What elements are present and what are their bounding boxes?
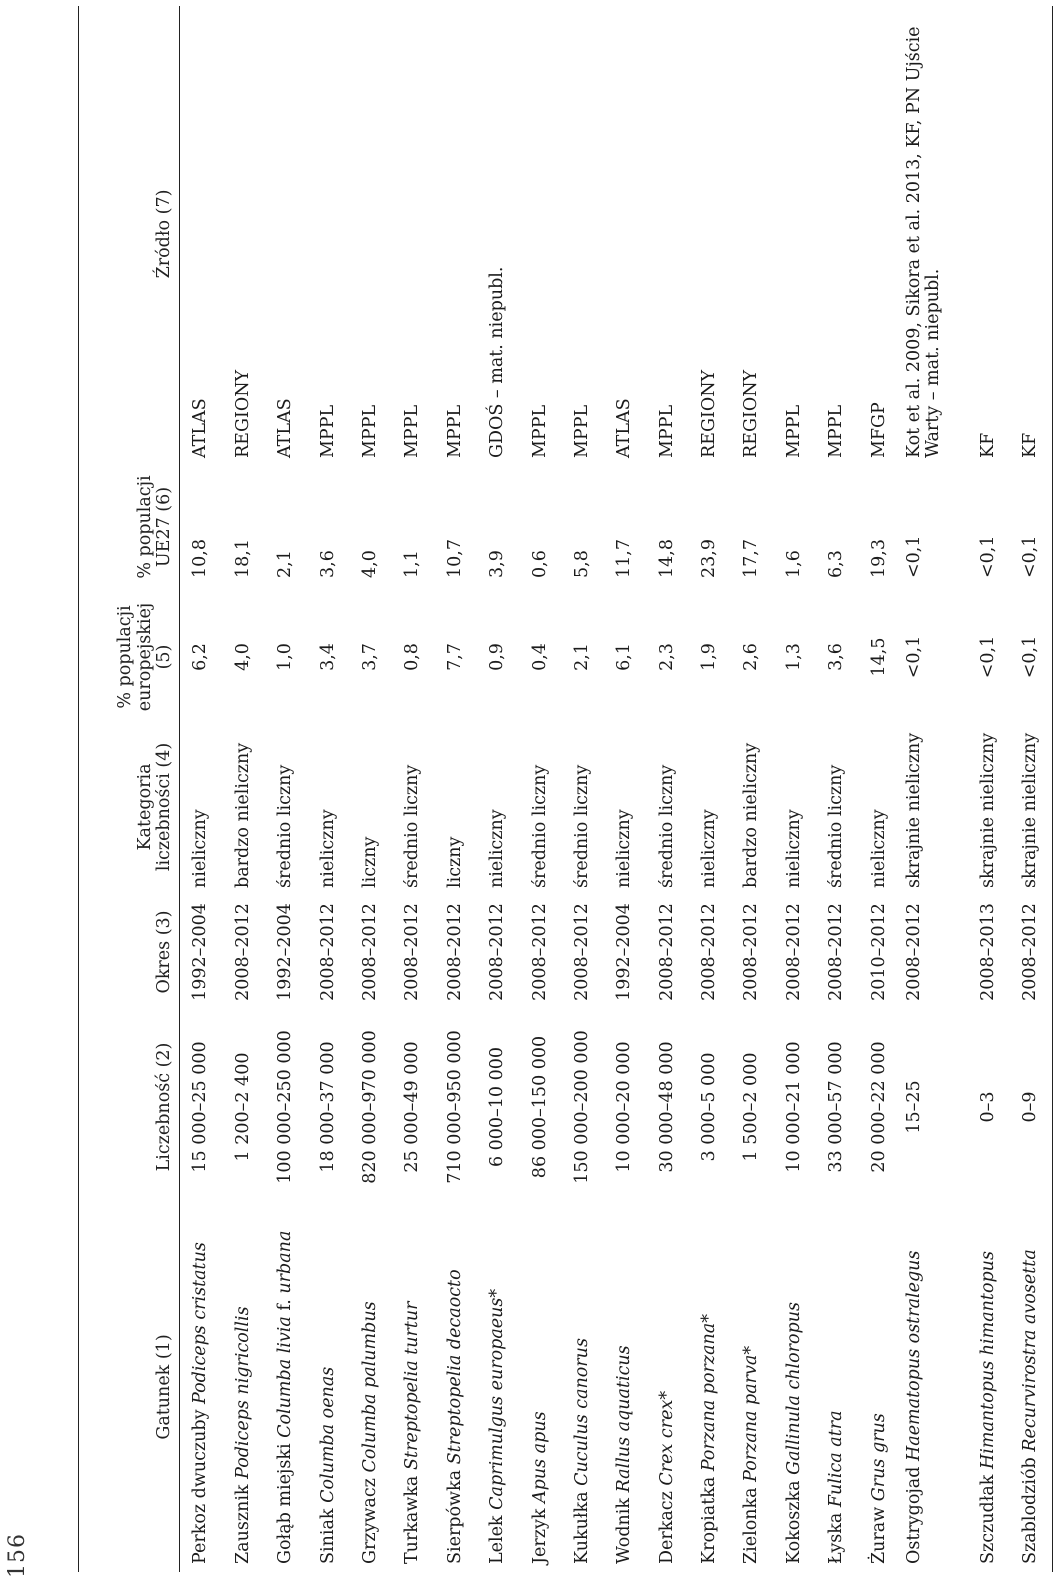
table-row xyxy=(689,6,731,1572)
source-cell: ATLAS xyxy=(275,398,296,458)
count-cell: 1 200–2 400 xyxy=(232,1052,253,1162)
pct-eu27-cell: <0,1 xyxy=(903,535,924,578)
count-cell: 15 000–25 000 xyxy=(190,1041,211,1173)
category-cell: bardzo nieliczny xyxy=(232,742,253,888)
common-name: Kokoszka xyxy=(783,1480,804,1564)
footnote-mark: * xyxy=(699,1314,720,1323)
category-cell: nieliczny xyxy=(190,809,211,888)
category-cell: skrajnie nieliczny xyxy=(903,732,924,888)
source-cell: MPPL xyxy=(359,404,380,458)
category-cell: średnio liczny xyxy=(571,764,592,888)
scientific-name: Grus grus xyxy=(868,1413,889,1502)
source-cell: REGIONY xyxy=(232,369,253,458)
pct-europe-cell: 4,0 xyxy=(232,643,253,671)
source-cell: ATLAS xyxy=(190,398,211,458)
species-name-cell xyxy=(816,1202,858,1572)
source-cell: ATLAS xyxy=(614,398,635,458)
pct-eu27-cell: 10,7 xyxy=(444,539,465,578)
footnote-mark: * xyxy=(741,1345,762,1355)
common-name: Zausznik xyxy=(232,1484,253,1564)
pct-eu27-cell: 3,6 xyxy=(317,550,338,578)
period-cell: 2010–2012 xyxy=(868,903,889,1001)
pct-europe-cell: 6,1 xyxy=(614,643,635,671)
category-cell: skrajnie nieliczny xyxy=(1010,722,1053,892)
category-cell: średnio liczny xyxy=(529,764,550,888)
category-cell: skrajnie nieliczny xyxy=(978,732,999,888)
period-cell: 2008–2012 xyxy=(444,903,465,1001)
count-cell: 820 000–970 000 xyxy=(359,1030,380,1184)
pct-eu27-cell: 23,9 xyxy=(699,539,720,578)
period-cell: 2008–2012 xyxy=(656,903,677,1001)
source-cell: REGIONY xyxy=(741,369,762,458)
header-pct-eu27: % populacji UE27 (6) xyxy=(79,462,180,592)
period-cell: 1992–2004 xyxy=(275,903,296,1001)
pct-eu27-cell: 5,8 xyxy=(571,550,592,578)
scientific-name: Porzana porzana xyxy=(699,1322,720,1472)
pct-eu27-cell: 0,6 xyxy=(529,550,550,578)
species-name-cell xyxy=(901,1202,968,1572)
species-name-cell xyxy=(968,1202,1010,1572)
scientific-name-form: urbana xyxy=(275,1230,296,1294)
table-row xyxy=(392,6,434,1572)
category-cell: nieliczny xyxy=(487,809,508,888)
count-cell: 0–9 xyxy=(1010,1012,1053,1202)
header-count: Liczebność (2) xyxy=(79,1012,180,1202)
pct-europe-cell: 6,2 xyxy=(190,643,211,671)
common-name: Ostrygojad xyxy=(903,1466,924,1564)
pct-europe-cell: 3,6 xyxy=(826,643,847,671)
source-cell: Kot et al. 2009, Sikora et al. 2013, KF, PN Ujście Warty – mat. niepubl. xyxy=(903,26,944,458)
common-name: Kropiatka xyxy=(699,1476,720,1564)
category-cell: liczny xyxy=(359,836,380,888)
common-name: Żuraw xyxy=(868,1506,889,1564)
scientific-name: Gallinula chloropus xyxy=(783,1301,804,1475)
source-cell: MFGP xyxy=(868,402,889,458)
pct-eu27-cell: 1,1 xyxy=(402,550,423,578)
header-period: Okres (3) xyxy=(79,892,180,1012)
species-name-cell xyxy=(180,1202,223,1572)
pct-europe-cell: <0,1 xyxy=(1010,592,1053,722)
count-cell: 100 000–250 000 xyxy=(275,1030,296,1184)
source-cell: GDOŚ – mat. niepubl. xyxy=(487,266,508,458)
common-name: Siniak xyxy=(317,1508,338,1564)
pct-eu27-cell: 11,7 xyxy=(614,539,635,578)
count-cell: 150 000–200 000 xyxy=(571,1030,592,1184)
pct-eu27-cell: 4,0 xyxy=(359,550,380,578)
source-cell: MPPL xyxy=(571,404,592,458)
count-cell: 86 000–150 000 xyxy=(529,1035,550,1179)
source-cell: MPPL xyxy=(656,404,677,458)
common-name: Turkawka xyxy=(402,1475,423,1564)
pct-europe-cell: 3,4 xyxy=(317,643,338,671)
period-cell: 2008–2013 xyxy=(978,903,999,1001)
species-name-cell xyxy=(307,1202,349,1572)
period-cell: 2008–2012 xyxy=(232,903,253,1001)
species-name-cell xyxy=(222,1202,264,1572)
table-row xyxy=(265,6,307,1572)
count-cell: 15–25 xyxy=(903,1080,924,1134)
category-cell: nieliczny xyxy=(868,809,889,888)
source-cell: MPPL xyxy=(444,404,465,458)
period-cell: 2008–2012 xyxy=(1010,892,1053,1012)
header-species: Gatunek (1) xyxy=(79,1202,180,1572)
category-cell: nieliczny xyxy=(699,809,720,888)
table-row xyxy=(562,6,604,1572)
scientific-name: Caprimulgus europaeus xyxy=(487,1297,508,1510)
scientific-name: Podiceps cristatus xyxy=(190,1242,211,1404)
scientific-name: Himantopus himantopus xyxy=(978,1251,999,1469)
table-row xyxy=(858,6,900,1572)
period-cell: 2008–2012 xyxy=(317,903,338,1001)
pct-eu27-cell: <0,1 xyxy=(1010,462,1053,592)
count-cell: 20 000–22 000 xyxy=(868,1041,889,1173)
species-name-cell xyxy=(519,1202,561,1572)
pct-europe-cell: 2,3 xyxy=(656,643,677,671)
table-row xyxy=(968,6,1010,1572)
species-name-cell xyxy=(858,1202,900,1572)
table-row xyxy=(816,6,858,1572)
name-qualifier: f. xyxy=(275,1299,296,1311)
count-cell: 25 000–49 000 xyxy=(402,1041,423,1173)
period-cell: 2008–2012 xyxy=(571,903,592,1001)
pct-eu27-cell: 17,7 xyxy=(741,539,762,578)
source-cell: MPPL xyxy=(826,404,847,458)
common-name: Szczudłak xyxy=(978,1474,999,1564)
pct-europe-cell: 2,6 xyxy=(741,643,762,671)
species-name-cell xyxy=(731,1202,773,1572)
count-cell: 10 000–20 000 xyxy=(614,1041,635,1173)
footnote-mark: * xyxy=(487,1288,508,1298)
table-row xyxy=(773,6,815,1572)
period-cell: 2008–2012 xyxy=(402,903,423,1001)
pct-europe-cell: 1,0 xyxy=(275,643,296,671)
pct-europe-cell: 1,3 xyxy=(783,643,804,671)
period-cell: 2008–2012 xyxy=(487,903,508,1001)
pct-europe-cell: 0,9 xyxy=(487,643,508,671)
count-cell: 3 000–5 000 xyxy=(699,1052,720,1162)
table-row xyxy=(604,6,646,1572)
source-cell: REGIONY xyxy=(699,369,720,458)
common-name: Grzywacz xyxy=(359,1478,380,1564)
count-cell: 30 000–48 000 xyxy=(656,1041,677,1173)
category-cell: liczny xyxy=(444,836,465,888)
species-name-cell xyxy=(562,1202,604,1572)
count-cell: 10 000–21 000 xyxy=(783,1041,804,1173)
common-name: Szablodziób xyxy=(1020,1457,1041,1564)
count-cell: 710 000–950 000 xyxy=(444,1030,465,1184)
table-row xyxy=(434,6,476,1572)
count-cell: 18 000–37 000 xyxy=(317,1041,338,1173)
scientific-name: Haematopus ostralegus xyxy=(903,1250,924,1461)
common-name: Jerzyk xyxy=(529,1508,550,1564)
scientific-name: Crex crex xyxy=(656,1399,677,1486)
source-cell: MPPL xyxy=(402,404,423,458)
species-name-cell xyxy=(265,1202,307,1572)
pct-europe-cell: <0,1 xyxy=(903,635,924,679)
period-cell: 2008–2012 xyxy=(741,903,762,1001)
footnote-mark: * xyxy=(656,1390,677,1400)
common-name: Perkoz dwuczuby xyxy=(190,1409,211,1564)
count-cell: 6 000–10 000 xyxy=(487,1046,508,1168)
species-name-cell xyxy=(350,1202,392,1572)
period-cell: 2008–2012 xyxy=(826,903,847,1001)
category-cell: średnio liczny xyxy=(656,764,677,888)
page-number: 156 xyxy=(5,1533,30,1578)
table-row xyxy=(307,6,349,1572)
scientific-name: Apus apus xyxy=(529,1411,550,1503)
source-cell: KF xyxy=(1010,6,1053,462)
scientific-name: Podiceps nigricollis xyxy=(232,1306,253,1479)
table-row xyxy=(180,6,223,1572)
pct-europe-cell: 0,4 xyxy=(529,643,550,671)
table-row xyxy=(646,6,688,1572)
pct-eu27-cell: 6,3 xyxy=(826,550,847,578)
pct-europe-cell: 1,9 xyxy=(699,643,720,671)
species-name-cell xyxy=(604,1202,646,1572)
category-cell: nieliczny xyxy=(317,809,338,888)
common-name: Kukułka xyxy=(571,1491,592,1564)
category-cell: bardzo nieliczny xyxy=(741,742,762,888)
table-body xyxy=(180,6,1053,1572)
scientific-name: Recurvirostra avosetta xyxy=(1020,1249,1041,1452)
table-row xyxy=(731,6,773,1572)
count-cell: 33 000–57 000 xyxy=(826,1041,847,1173)
table-header-row xyxy=(79,6,180,1572)
pct-eu27-cell: <0,1 xyxy=(978,535,999,578)
header-category: Kategoria liczebności (4) xyxy=(79,722,180,892)
common-name: Łyska xyxy=(826,1512,847,1564)
scientific-name: Fulica atra xyxy=(826,1410,847,1508)
count-cell: 1 500–2 000 xyxy=(741,1052,762,1162)
pct-europe-cell: 3,7 xyxy=(359,643,380,671)
species-name-cell xyxy=(477,1202,519,1572)
pct-eu27-cell: 10,8 xyxy=(190,539,211,578)
scientific-name: Columba livia xyxy=(275,1316,296,1438)
species-name-cell xyxy=(646,1202,688,1572)
pct-europe-cell: 0,8 xyxy=(402,643,423,671)
category-cell: nieliczny xyxy=(783,809,804,888)
species-name-cell xyxy=(773,1202,815,1572)
species-name-cell xyxy=(392,1202,434,1572)
category-cell: nieliczny xyxy=(614,809,635,888)
pct-eu27-cell: 2,1 xyxy=(275,550,296,578)
scientific-name: Cuculus canorus xyxy=(571,1338,592,1486)
scientific-name: Porzana parva xyxy=(741,1354,762,1482)
header-pct-europe: % populacji europejskiej (5) xyxy=(79,592,180,722)
period-cell: 2008–2012 xyxy=(783,903,804,1001)
common-name: Zielonka xyxy=(741,1487,762,1564)
common-name: Wodnik xyxy=(614,1497,635,1564)
common-name: Sierpówka xyxy=(444,1469,465,1564)
species-name-cell xyxy=(689,1202,731,1572)
pct-eu27-cell: 1,6 xyxy=(783,550,804,578)
pct-eu27-cell: 19,3 xyxy=(868,539,889,578)
scientific-name: Streptopelia turtur xyxy=(402,1301,423,1471)
pct-eu27-cell: 3,9 xyxy=(487,550,508,578)
species-name-cell xyxy=(1010,1202,1053,1572)
source-cell: MPPL xyxy=(529,404,550,458)
pct-europe-cell: 14,5 xyxy=(868,637,889,677)
category-cell: średnio liczny xyxy=(275,764,296,888)
scientific-name: Columba oenas xyxy=(317,1366,338,1503)
period-cell: 2008–2012 xyxy=(699,903,720,1001)
period-cell: 2008–2012 xyxy=(359,903,380,1001)
category-cell: średnio liczny xyxy=(402,764,423,888)
period-cell: 1992–2004 xyxy=(614,903,635,1001)
pct-europe-cell: 2,1 xyxy=(571,643,592,671)
period-cell: 1992–2004 xyxy=(190,903,211,1001)
table-row xyxy=(477,6,519,1572)
period-cell: 2008–2012 xyxy=(903,903,924,1001)
source-cell: MPPL xyxy=(317,404,338,458)
pct-europe-cell: 7,7 xyxy=(444,643,465,671)
period-cell: 2008–2012 xyxy=(529,903,550,1001)
common-name: Lelek xyxy=(487,1515,508,1564)
table-row xyxy=(350,6,392,1572)
common-name: Derkacz xyxy=(656,1491,677,1564)
category-cell: średnio liczny xyxy=(826,764,847,888)
pct-eu27-cell: 18,1 xyxy=(232,539,253,578)
species-table xyxy=(78,6,1053,1572)
source-cell: KF xyxy=(978,432,999,458)
table-row xyxy=(1010,6,1053,1572)
header-source: Źródło (7) xyxy=(79,6,180,462)
table-row xyxy=(222,6,264,1572)
pct-europe-cell: <0,1 xyxy=(978,635,999,679)
table-row xyxy=(519,6,561,1572)
scientific-name: Rallus aquaticus xyxy=(614,1345,635,1493)
scientific-name: Streptopelia decaocto xyxy=(444,1269,465,1465)
table-row xyxy=(901,6,968,1572)
count-cell: 0–3 xyxy=(978,1091,999,1123)
pct-eu27-cell: 14,8 xyxy=(656,539,677,578)
scientific-name: Columba palumbus xyxy=(359,1301,380,1473)
source-cell: MPPL xyxy=(783,404,804,458)
species-name-cell xyxy=(434,1202,476,1572)
common-name: Gołąb miejski xyxy=(275,1443,296,1564)
